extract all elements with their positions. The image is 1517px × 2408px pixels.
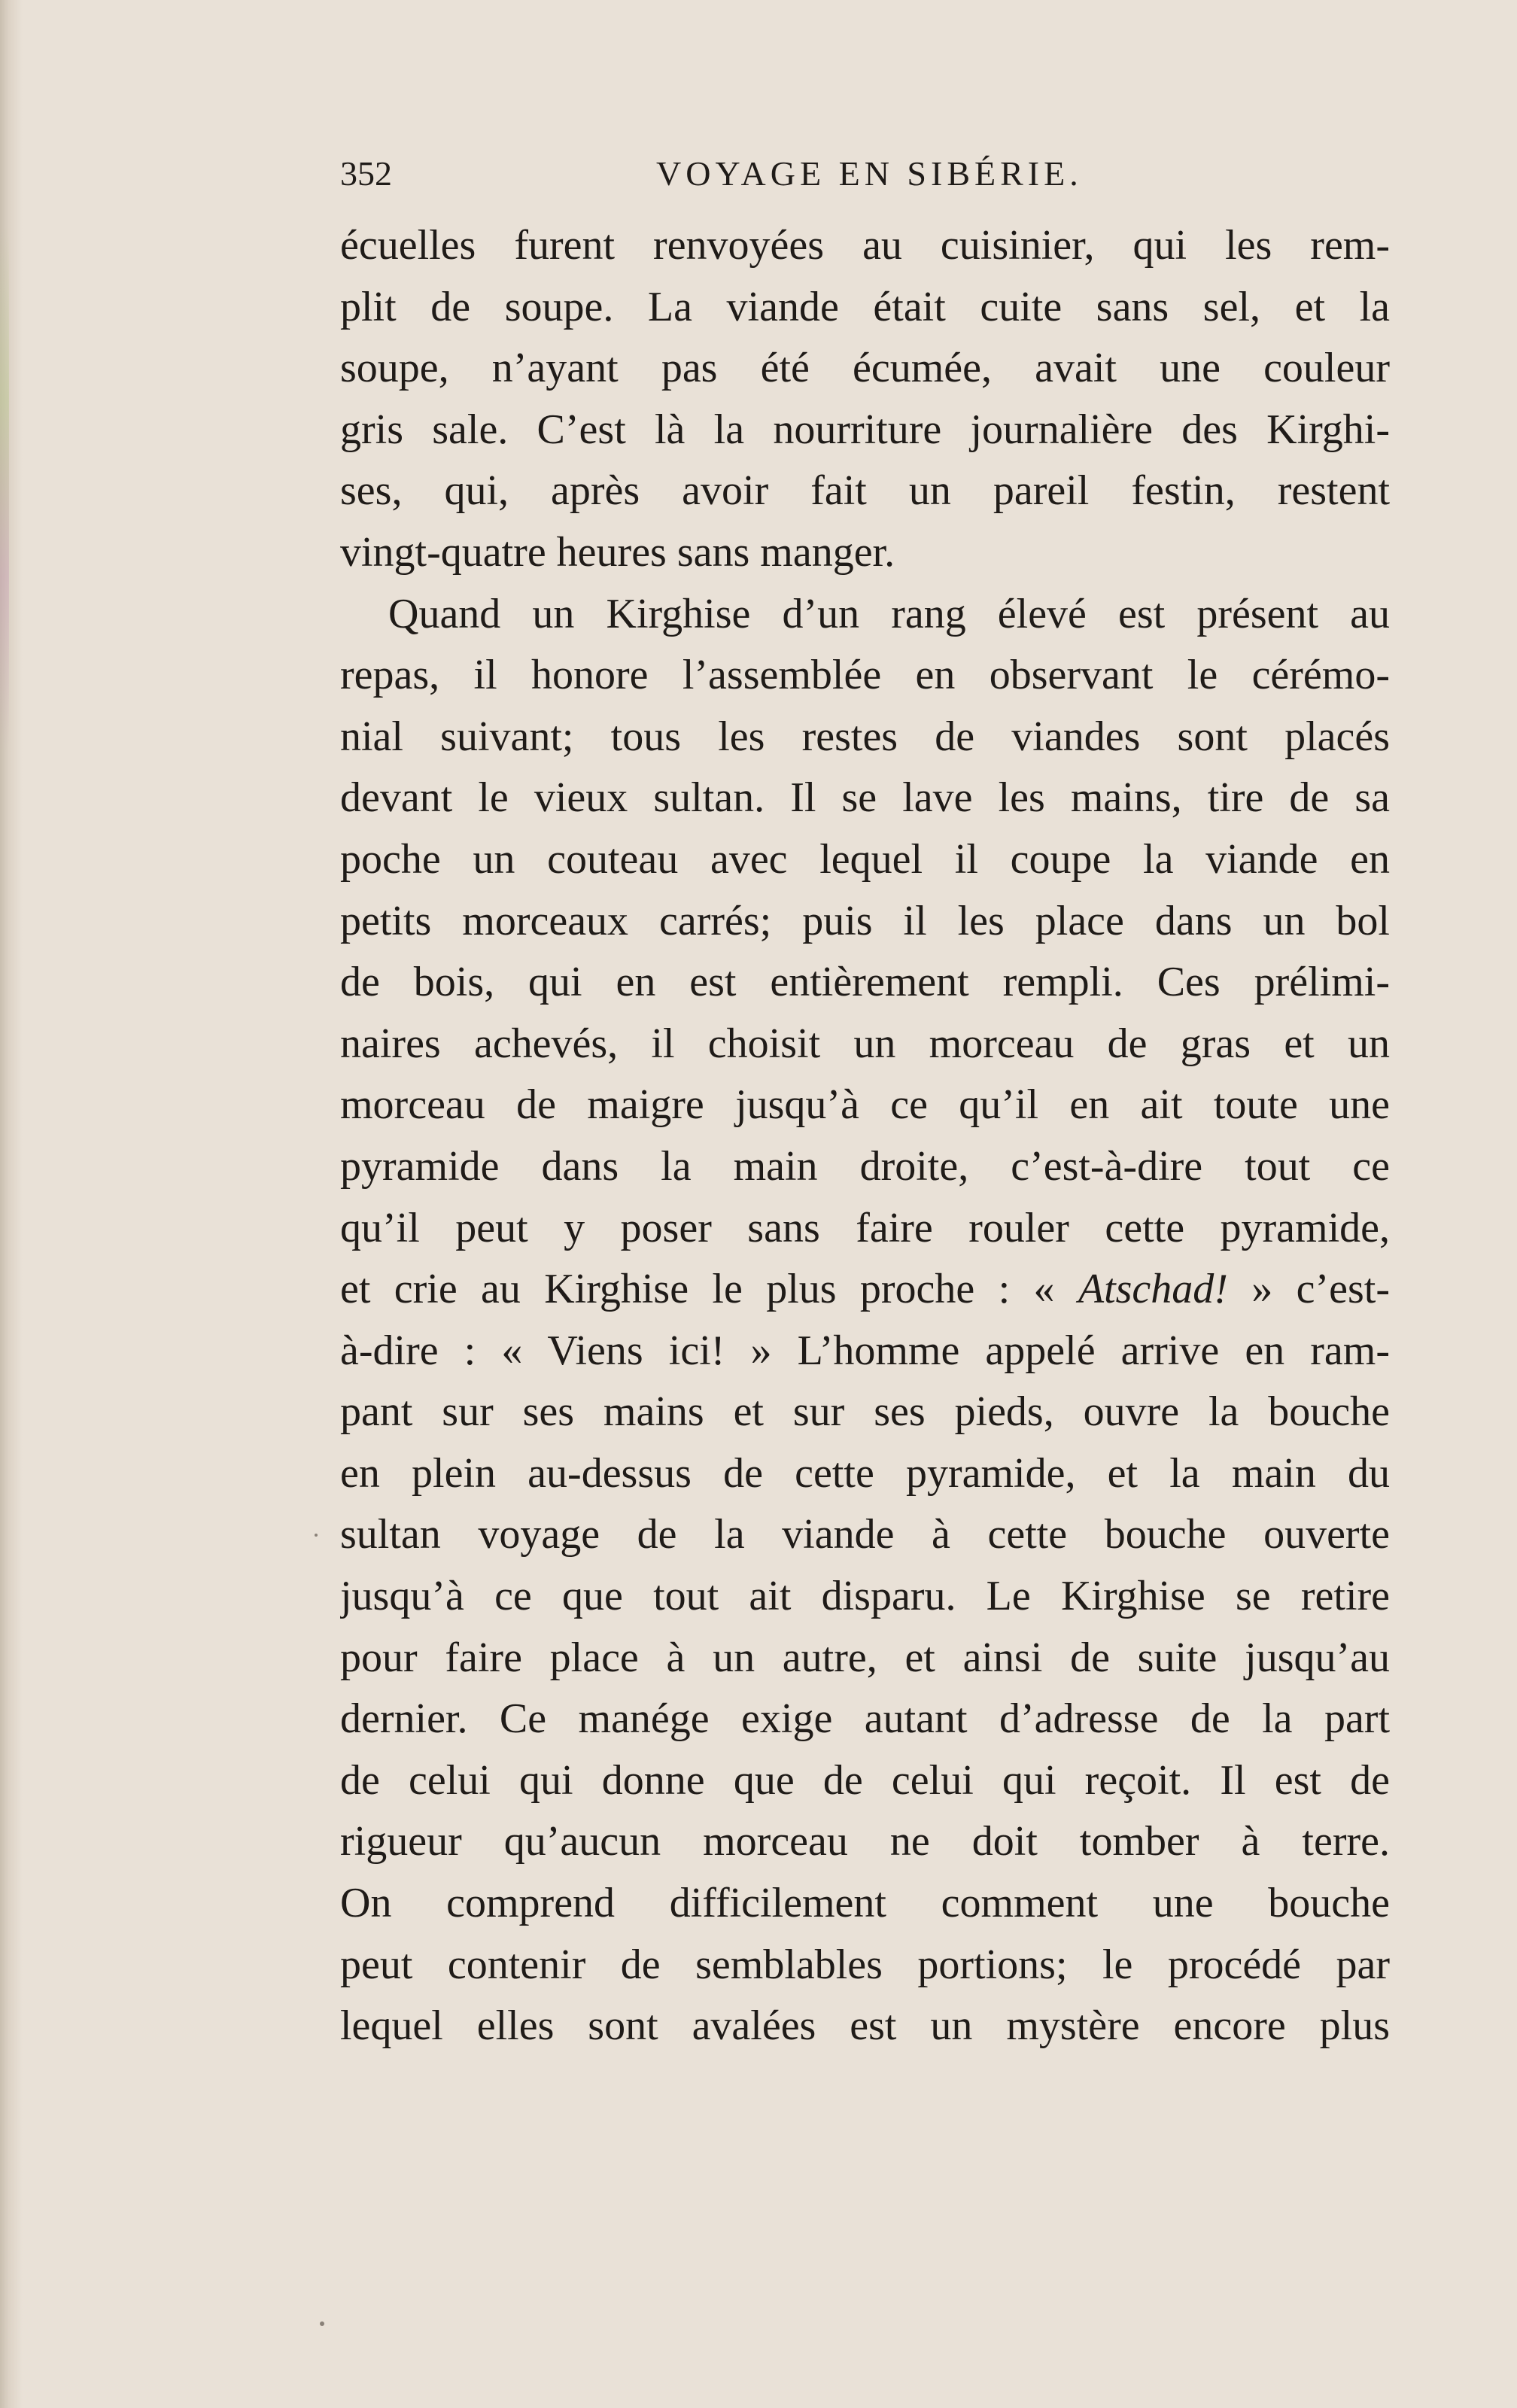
text-line: ses, qui, après avoir fait un pareil festin, restent [340, 467, 1390, 515]
text-line: dernier. Ce manége exige autant d’adresse de la part [340, 1695, 1390, 1743]
text-line: de celui qui donne que de celui qui reçoit. Il est de [340, 1756, 1390, 1804]
paragraph-first-line: Quand un Kirghise d’un rang élevé est présent au [388, 590, 1390, 637]
text-line: sultan voyage de la viande à cette bouche ouverte [340, 1511, 1390, 1558]
text-line: naires achevés, il choisit un morceau de gras et un [340, 1020, 1390, 1067]
text-line-with-italic [340, 1259, 1390, 1321]
running-title: VOYAGE EN SIBÉRIE. [656, 154, 1083, 193]
text-line: vingt-quatre heures sans manger. [340, 528, 895, 576]
text-line: écuelles furent renvoyées au cuisinier, qui les rem- [340, 222, 1390, 269]
paper-speck [315, 1534, 318, 1537]
paper-speck [320, 2321, 324, 2326]
text-line: poche un couteau avec lequel il coupe la viande en [340, 835, 1390, 883]
text-line: On comprend difficilement comment une bouche [340, 1880, 1390, 1927]
text-line: morceau de maigre jusqu’à ce qu’il en ait toute une [340, 1081, 1390, 1129]
text-line: pyramide dans la main droite, c’est-à-dire tout ce [340, 1142, 1390, 1190]
text-segment: et crie au Kirghise le plus proche : « [340, 1266, 1078, 1313]
text-line: de bois, qui en est entièrement rempli. Ces prélimi- [340, 959, 1390, 1006]
text-line: rigueur qu’aucun morceau ne doit tomber à terre. [340, 1818, 1390, 1865]
text-line: gris sale. C’est là la nourriture journalière des Kirghi- [340, 406, 1390, 453]
body-text [340, 215, 1390, 2057]
binding-discoloration [0, 226, 9, 752]
italic-word: Atschad! [1078, 1266, 1228, 1313]
text-line: pant sur ses mains et sur ses pieds, ouvre la bouche [340, 1388, 1390, 1436]
page-number: 352 [340, 154, 392, 193]
text-line: en plein au-dessus de cette pyramide, et la main du [340, 1449, 1390, 1497]
text-line: petits morceaux carrés; puis il les place dans un bol [340, 897, 1390, 944]
running-head [340, 147, 1390, 200]
text-segment: » c’est- [1227, 1266, 1390, 1313]
text-line: nial suivant; tous les restes de viandes sont placés [340, 713, 1390, 760]
text-line: lequel elles sont avalées est un mystère encore plus [340, 2002, 1390, 2050]
text-line: plit de soupe. La viande était cuite sans sel, et la [340, 283, 1390, 330]
text-line: devant le vieux sultan. Il se lave les mains, tire de sa [340, 774, 1390, 822]
text-line: peut contenir de semblables portions; le procédé par [340, 1941, 1390, 1988]
text-line: qu’il peut y poser sans faire rouler cette pyramide, [340, 1204, 1390, 1251]
text-line: soupe, n’ayant pas été écumée, avait une couleur [340, 345, 1390, 392]
text-line: pour faire place à un autre, et ainsi de suite jusqu’au [340, 1634, 1390, 1681]
text-line: jusqu’à ce que tout ait disparu. Le Kirghise se retire [340, 1573, 1390, 1620]
text-line: repas, il honore l’assemblée en observant le cérémo- [340, 652, 1390, 699]
text-line: à-dire : « Viens ici! » L’homme appelé arrive en ram- [340, 1327, 1390, 1374]
